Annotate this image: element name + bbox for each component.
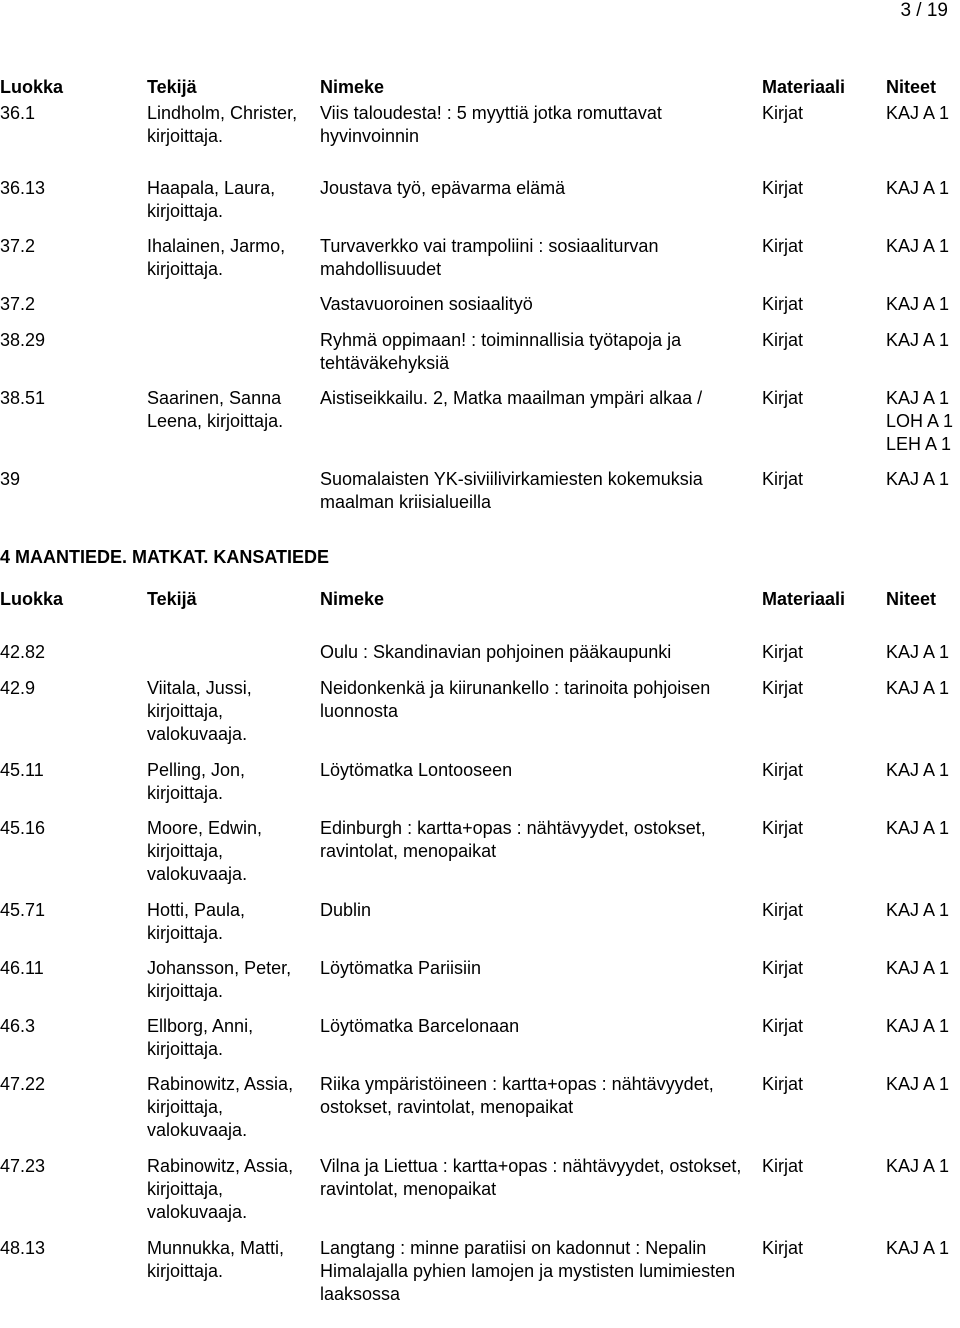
copy-entry: KAJ A 1	[886, 642, 950, 662]
cell-material: Kirjat	[762, 642, 804, 662]
cell-class: 47.23	[0, 1156, 46, 1176]
cell-copies	[886, 817, 960, 840]
cell-material: Kirjat	[762, 900, 804, 920]
copy-entry: KAJ A 1	[886, 900, 950, 920]
copy-entry: KAJ A 1	[886, 1074, 950, 1094]
cell-class: 39	[0, 469, 21, 489]
table-row	[0, 899, 960, 957]
header-class: Luokka	[0, 589, 64, 609]
cell-material: Kirjat	[762, 1238, 804, 1258]
copy-entry: KAJ A 1	[886, 1016, 950, 1036]
header-class: Luokka	[0, 77, 64, 97]
cell-class: 46.3	[0, 1016, 36, 1036]
copy-entry: KAJ A 1	[886, 469, 950, 489]
cell-author: Hotti, Paula, kirjoittaja.	[147, 900, 246, 943]
cell-author: Rabinowitz, Assia, kirjoittaja, valokuvaaja.	[147, 1074, 294, 1140]
copy-entry: KAJ A 1	[886, 1156, 950, 1176]
cell-class: 38.29	[0, 330, 46, 350]
cell-material: Kirjat	[762, 388, 804, 408]
header-copies: Niteet	[886, 77, 937, 97]
page-number: 3 / 19	[900, 0, 948, 21]
table-row	[0, 293, 960, 329]
cell-title: Joustava työ, epävarma elämä	[320, 178, 566, 198]
cell-author: Pelling, Jon, kirjoittaja.	[147, 760, 246, 803]
header-author: Tekijä	[147, 589, 197, 609]
cell-author: Lindholm, Christer, kirjoittaja.	[147, 103, 298, 146]
cell-author: Ihalainen, Jarmo, kirjoittaja.	[147, 236, 286, 279]
copy-entry: KAJ A 1	[886, 678, 950, 698]
table-header	[0, 76, 960, 102]
cell-title: Edinburgh : kartta+opas : nähtävyydet, ostokset, ravintolat, menopaikat	[320, 818, 706, 861]
cell-copies	[886, 641, 960, 664]
header-title: Nimeke	[320, 77, 385, 97]
cell-class: 36.13	[0, 178, 46, 198]
cell-title: Ryhmä oppimaan! : toiminnallisia työtapoja ja tehtäväkehyksiä	[320, 330, 682, 373]
header-copies: Niteet	[886, 589, 937, 609]
cell-copies	[886, 1237, 960, 1260]
table-row	[0, 1155, 960, 1237]
cell-title: Vilna ja Liettua : kartta+opas : nähtävyydet, ostokset, ravintolat, menopaikat	[320, 1156, 742, 1199]
cell-copies	[886, 1155, 960, 1178]
cell-title: Turvaverkko vai trampoliini : sosiaaliturvan mahdollisuudet	[320, 236, 659, 279]
table-row	[0, 1237, 960, 1309]
cell-title: Löytömatka Pariisiin	[320, 958, 482, 978]
table-row	[0, 1015, 960, 1073]
table-row	[0, 957, 960, 1015]
table-row	[0, 102, 960, 177]
table-header	[0, 588, 960, 641]
cell-title: Viis taloudesta! : 5 myyttiä jotka romuttavat hyvinvoinnin	[320, 103, 662, 146]
cell-title: Löytömatka Lontooseen	[320, 760, 513, 780]
cell-title: Dublin	[320, 900, 372, 920]
cell-title: Aistiseikkailu. 2, Matka maailman ympäri alkaa /	[320, 388, 703, 408]
cell-author: Munnukka, Matti, kirjoittaja.	[147, 1238, 285, 1281]
cell-class: 38.51	[0, 388, 46, 408]
table-row	[0, 759, 960, 817]
cell-class: 45.71	[0, 900, 46, 920]
cell-author: Rabinowitz, Assia, kirjoittaja, valokuvaaja.	[147, 1156, 294, 1222]
table-row	[0, 677, 960, 759]
cell-title: Oulu : Skandinavian pohjoinen pääkaupunki	[320, 642, 672, 662]
cell-class: 45.11	[0, 760, 44, 780]
cell-author: Haapala, Laura, kirjoittaja.	[147, 178, 276, 221]
cell-material: Kirjat	[762, 330, 804, 350]
cell-material: Kirjat	[762, 1074, 804, 1094]
cell-title: Löytömatka Barcelonaan	[320, 1016, 520, 1036]
cell-title: Suomalaisten YK-siviilivirkamiesten kokemuksia maalman kriisialueilla	[320, 469, 703, 512]
header-title: Nimeke	[320, 589, 385, 609]
copy-entry: LOH A 1	[886, 411, 954, 431]
header-author: Tekijä	[147, 77, 197, 97]
cell-copies	[886, 759, 960, 782]
cell-class: 36.1	[0, 103, 36, 123]
copy-entry: KAJ A 1	[886, 178, 950, 198]
cell-class: 45.16	[0, 818, 46, 838]
copy-entry: KAJ A 1	[886, 958, 950, 978]
copy-entry: KAJ A 1	[886, 388, 950, 408]
cell-author: Viitala, Jussi, kirjoittaja, valokuvaaja.	[147, 678, 252, 744]
table-row	[0, 329, 960, 387]
cell-material: Kirjat	[762, 1016, 804, 1036]
section-title: 4 MAANTIEDE. MATKAT. KANSATIEDE	[0, 547, 330, 567]
cell-author: Moore, Edwin, kirjoittaja, valokuvaaja.	[147, 818, 263, 884]
table-row	[0, 177, 960, 235]
cell-material: Kirjat	[762, 678, 804, 698]
cell-class: 47.22	[0, 1074, 46, 1094]
cell-title: Langtang : minne paratiisi on kadonnut : Nepalin Himalajalla pyhien lamojen ja mystisten lumimiesten laaksossa	[320, 1238, 736, 1304]
cell-copies	[886, 387, 960, 456]
copy-entry: KAJ A 1	[886, 1238, 950, 1258]
table-row	[0, 468, 960, 546]
cell-title: Riika ympäristöineen : kartta+opas : nähtävyydet, ostokset, ravintolat, menopaikat	[320, 1074, 714, 1117]
cell-material: Kirjat	[762, 469, 804, 489]
cell-class: 48.13	[0, 1238, 46, 1258]
cell-material: Kirjat	[762, 818, 804, 838]
cell-copies	[886, 235, 960, 258]
header-material: Materiaali	[762, 77, 846, 97]
copy-entry: KAJ A 1	[886, 294, 950, 314]
cell-copies	[886, 293, 960, 316]
copy-entry: KAJ A 1	[886, 760, 950, 780]
cell-material: Kirjat	[762, 294, 804, 314]
cell-title: Neidonkenkä ja kiirunankello : tarinoita pohjoisen luonnosta	[320, 678, 711, 721]
cell-copies	[886, 468, 960, 491]
cell-copies	[886, 677, 960, 700]
table-row	[0, 235, 960, 293]
cell-material: Kirjat	[762, 760, 804, 780]
copy-entry: KAJ A 1	[886, 236, 950, 256]
header-material: Materiaali	[762, 589, 846, 609]
cell-material: Kirjat	[762, 236, 804, 256]
cell-class: 42.9	[0, 678, 36, 698]
table-row	[0, 1073, 960, 1155]
cell-copies	[886, 102, 960, 125]
cell-copies	[886, 957, 960, 980]
cell-copies	[886, 329, 960, 352]
cell-class: 37.2	[0, 236, 36, 256]
cell-class: 37.2	[0, 294, 36, 314]
cell-copies	[886, 899, 960, 922]
cell-material: Kirjat	[762, 178, 804, 198]
copy-entry: LEH A 1	[886, 434, 952, 454]
table-row	[0, 817, 960, 899]
cell-author: Johansson, Peter, kirjoittaja.	[147, 958, 292, 1001]
table-row	[0, 387, 960, 468]
cell-class: 46.11	[0, 958, 44, 978]
table-row	[0, 641, 960, 677]
cell-title: Vastavuoroinen sosiaalityö	[320, 294, 533, 314]
cell-author: Ellborg, Anni, kirjoittaja.	[147, 1016, 254, 1059]
cell-copies	[886, 177, 960, 200]
catalog-sheet	[0, 76, 960, 1309]
cell-author: Saarinen, Sanna Leena, kirjoittaja.	[147, 388, 284, 431]
cell-copies	[886, 1015, 960, 1038]
cell-material: Kirjat	[762, 1156, 804, 1176]
cell-material: Kirjat	[762, 958, 804, 978]
copy-entry: KAJ A 1	[886, 103, 950, 123]
cell-class: 42.82	[0, 642, 46, 662]
cell-copies	[886, 1073, 960, 1096]
cell-material: Kirjat	[762, 103, 804, 123]
copy-entry: KAJ A 1	[886, 818, 950, 838]
copy-entry: KAJ A 1	[886, 330, 950, 350]
